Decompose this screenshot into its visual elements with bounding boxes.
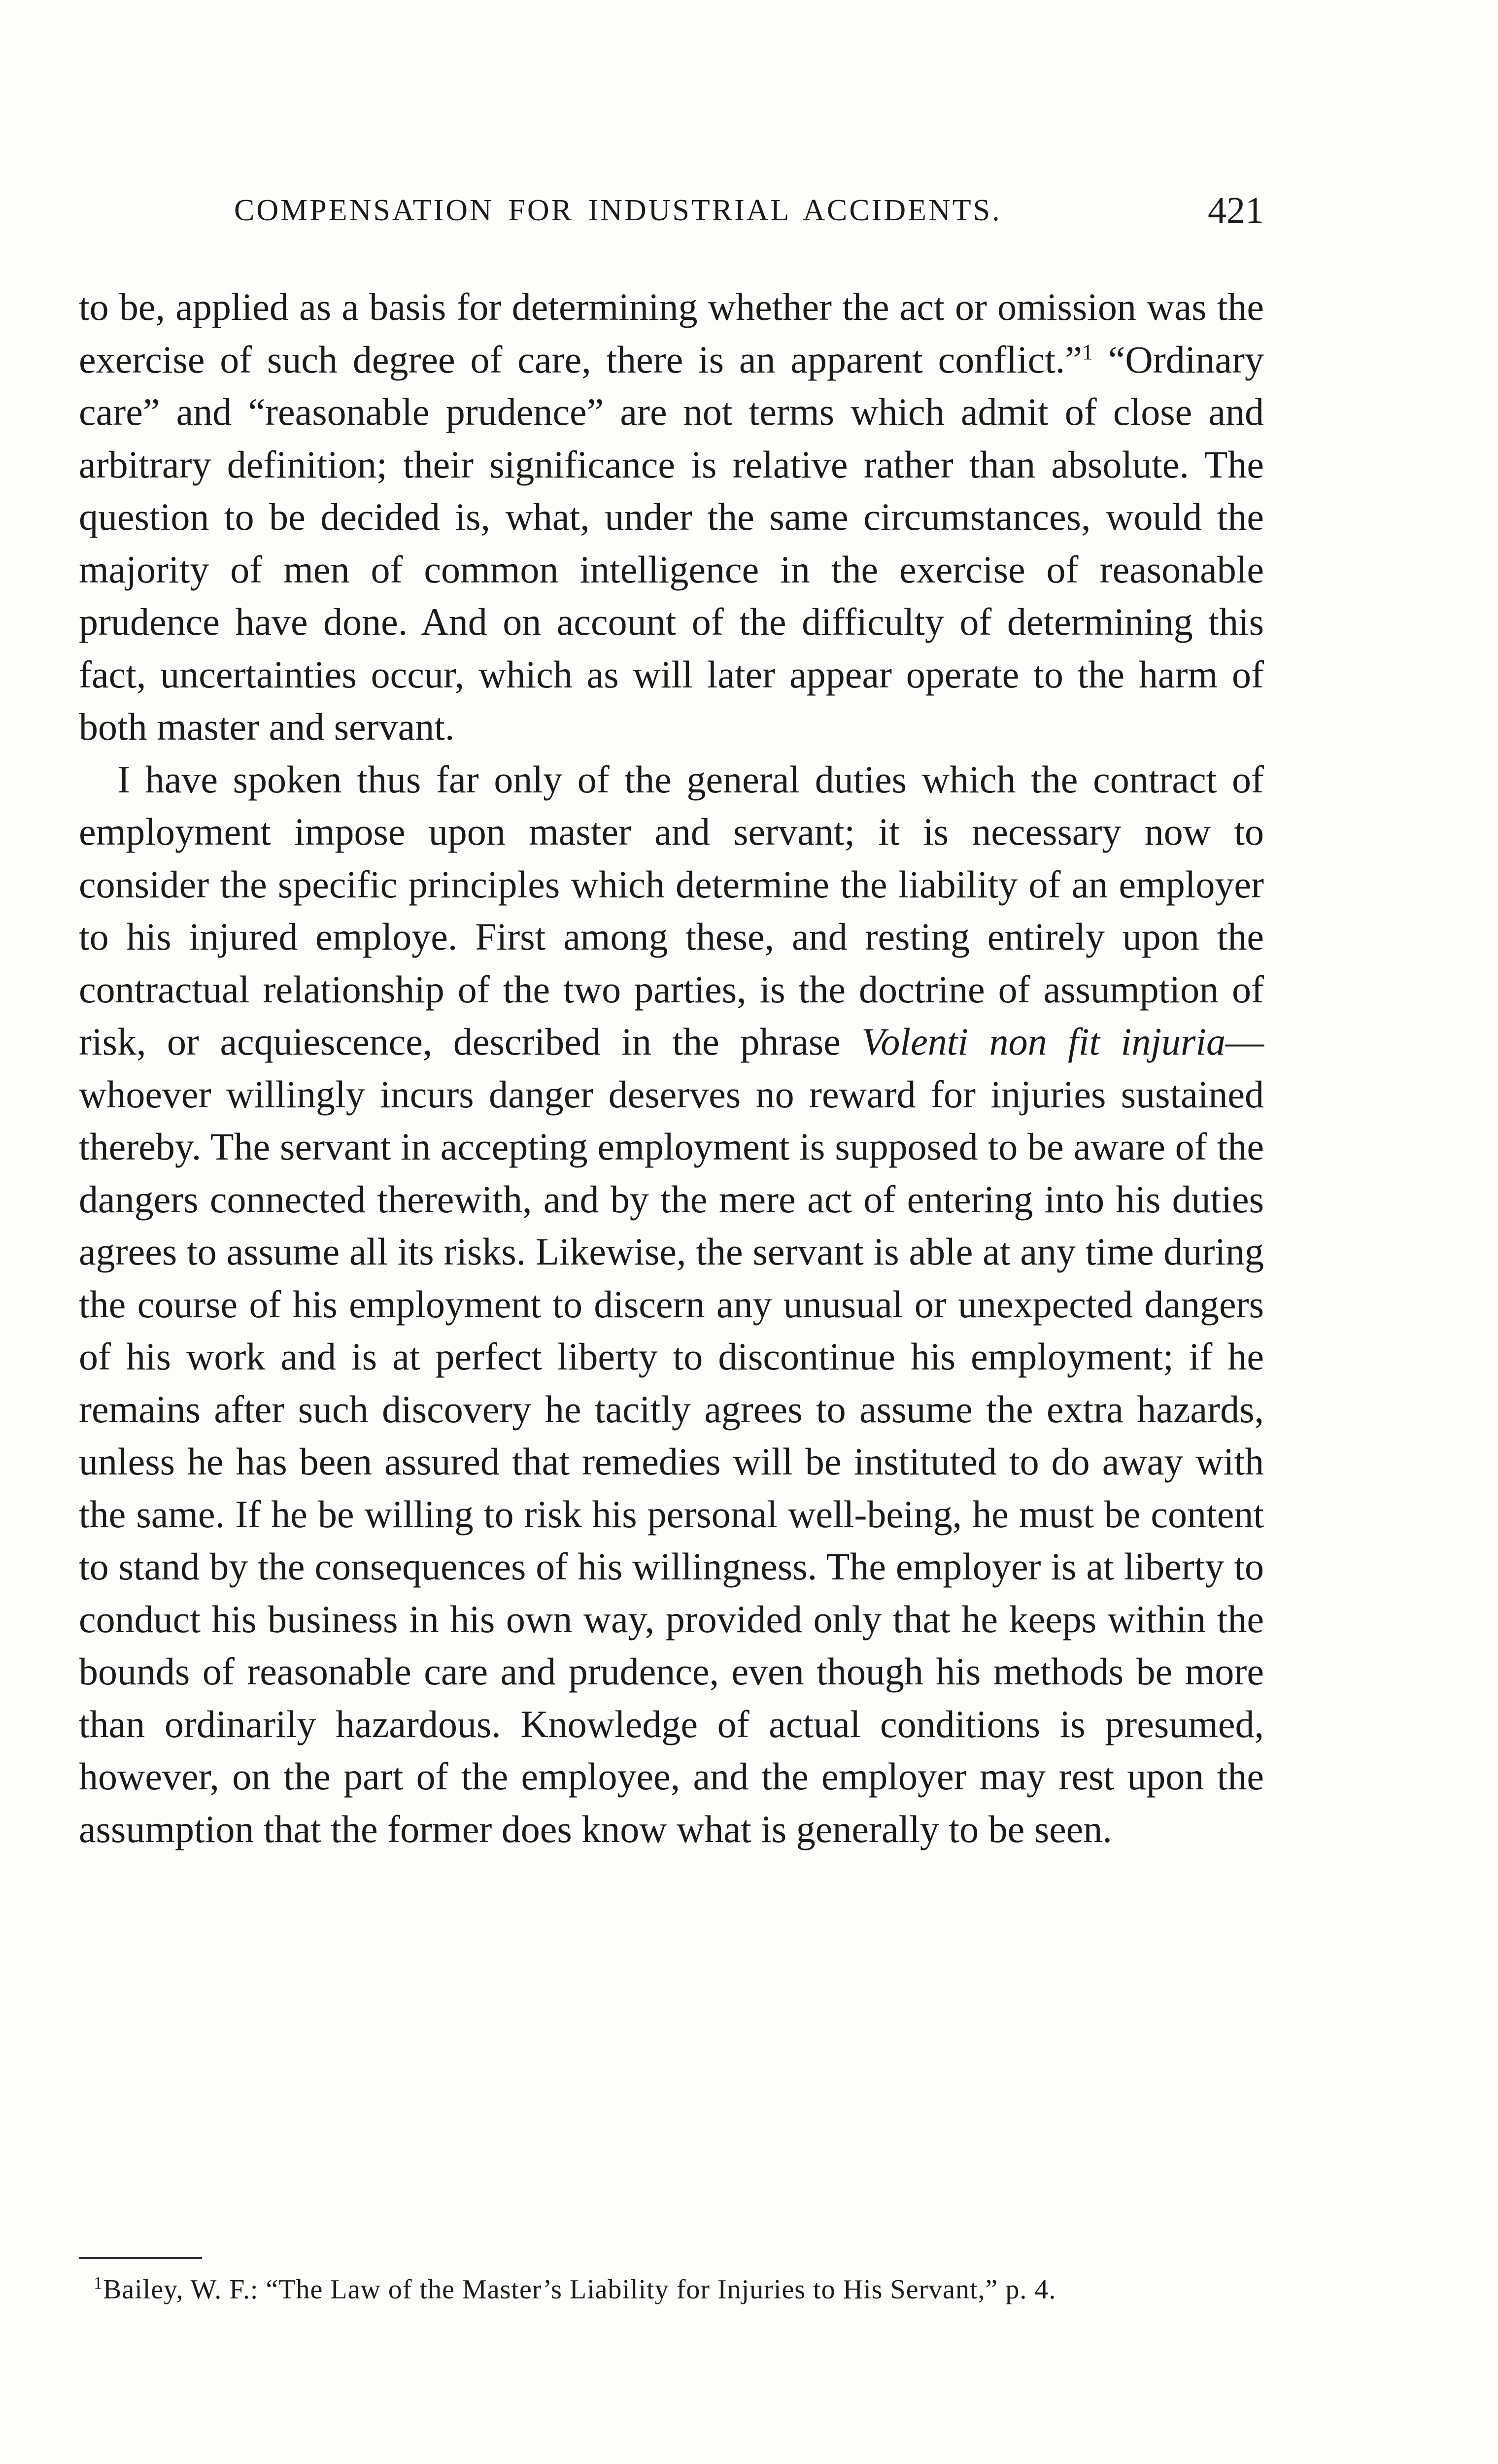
footnote (79, 2272, 1264, 2307)
footnote-marker: 1 (94, 2273, 103, 2293)
paragraph-1-text: to be, applied as a basis for determining whether the act or omission was the exercise of such degree of care, there is an apparent conflict.” (79, 285, 1264, 381)
page-header (79, 183, 1264, 238)
paragraph-2 (79, 753, 1264, 1856)
footnote-reference: 1 (1082, 340, 1093, 364)
paragraph-1 (79, 281, 1264, 753)
paragraph-2-text: I have spoken thus far only of the general duties which the contract of employment impose upon master and servant; it is necessary now to consider the specific principles which determine the liability of an employer to his injured employe. First among these, and resting entirely upon the contractual relationship of the two parties, is the doctrine of assumption of risk, or acquiescence, described in the phrase (79, 757, 1264, 1063)
body-text (79, 281, 1264, 1855)
footnote-text: Bailey, W. F.: “The Law of the Master’s Liability for Injuries to His Servant,” p. 4. (103, 2274, 1056, 2305)
running-title: COMPENSATION FOR INDUSTRIAL ACCIDENTS. (234, 194, 1002, 227)
page-number: 421 (1208, 190, 1264, 231)
paragraph-2-text-continued: —whoever willingly incurs danger deserves no reward for injuries sustained thereby. The servant in accepting employment is supposed to be aware of the dangers connected therewith, and by the mere act of entering into his duties agrees to assume all its risks. Likewise, the servant is able at any time during the course of his employment to discern any unusual or unexpected dangers of his work and is at perfect liberty to discontinue his employment; if he remains after such discovery he tacitly agrees to assume the extra hazards, unless he has been assured that remedies will be instituted to do away with the same. If he be willing to risk his personal well-being, he must be content to stand by the consequences of his willingness. The employer is at liberty to conduct his business in his own way, provided only that he keeps within the bounds of reasonable care and prudence, even though his methods be more than ordinarily hazardous. Knowledge of actual conditions is presumed, however, on the part of the employee, and the employer may rest upon the assumption that the former does know what is generally to be seen. (79, 1020, 1264, 1850)
paragraph-1-text-continued: “Ordinary care” and “reasonable prudence” are not terms which admit of close and arbitrary definition; their significance is relative rather than absolute. The question to be decided is, what, under the same circumstances, would the majority of men of common intelligence in the exercise of reasonable prudence have done. And on account of the difficulty of determining this fact, uncertainties occur, which as will later appear operate to the harm of both master and servant. (79, 338, 1264, 748)
footnote-rule (79, 2257, 202, 2259)
latin-phrase: Volenti non fit injuria (861, 1020, 1226, 1063)
